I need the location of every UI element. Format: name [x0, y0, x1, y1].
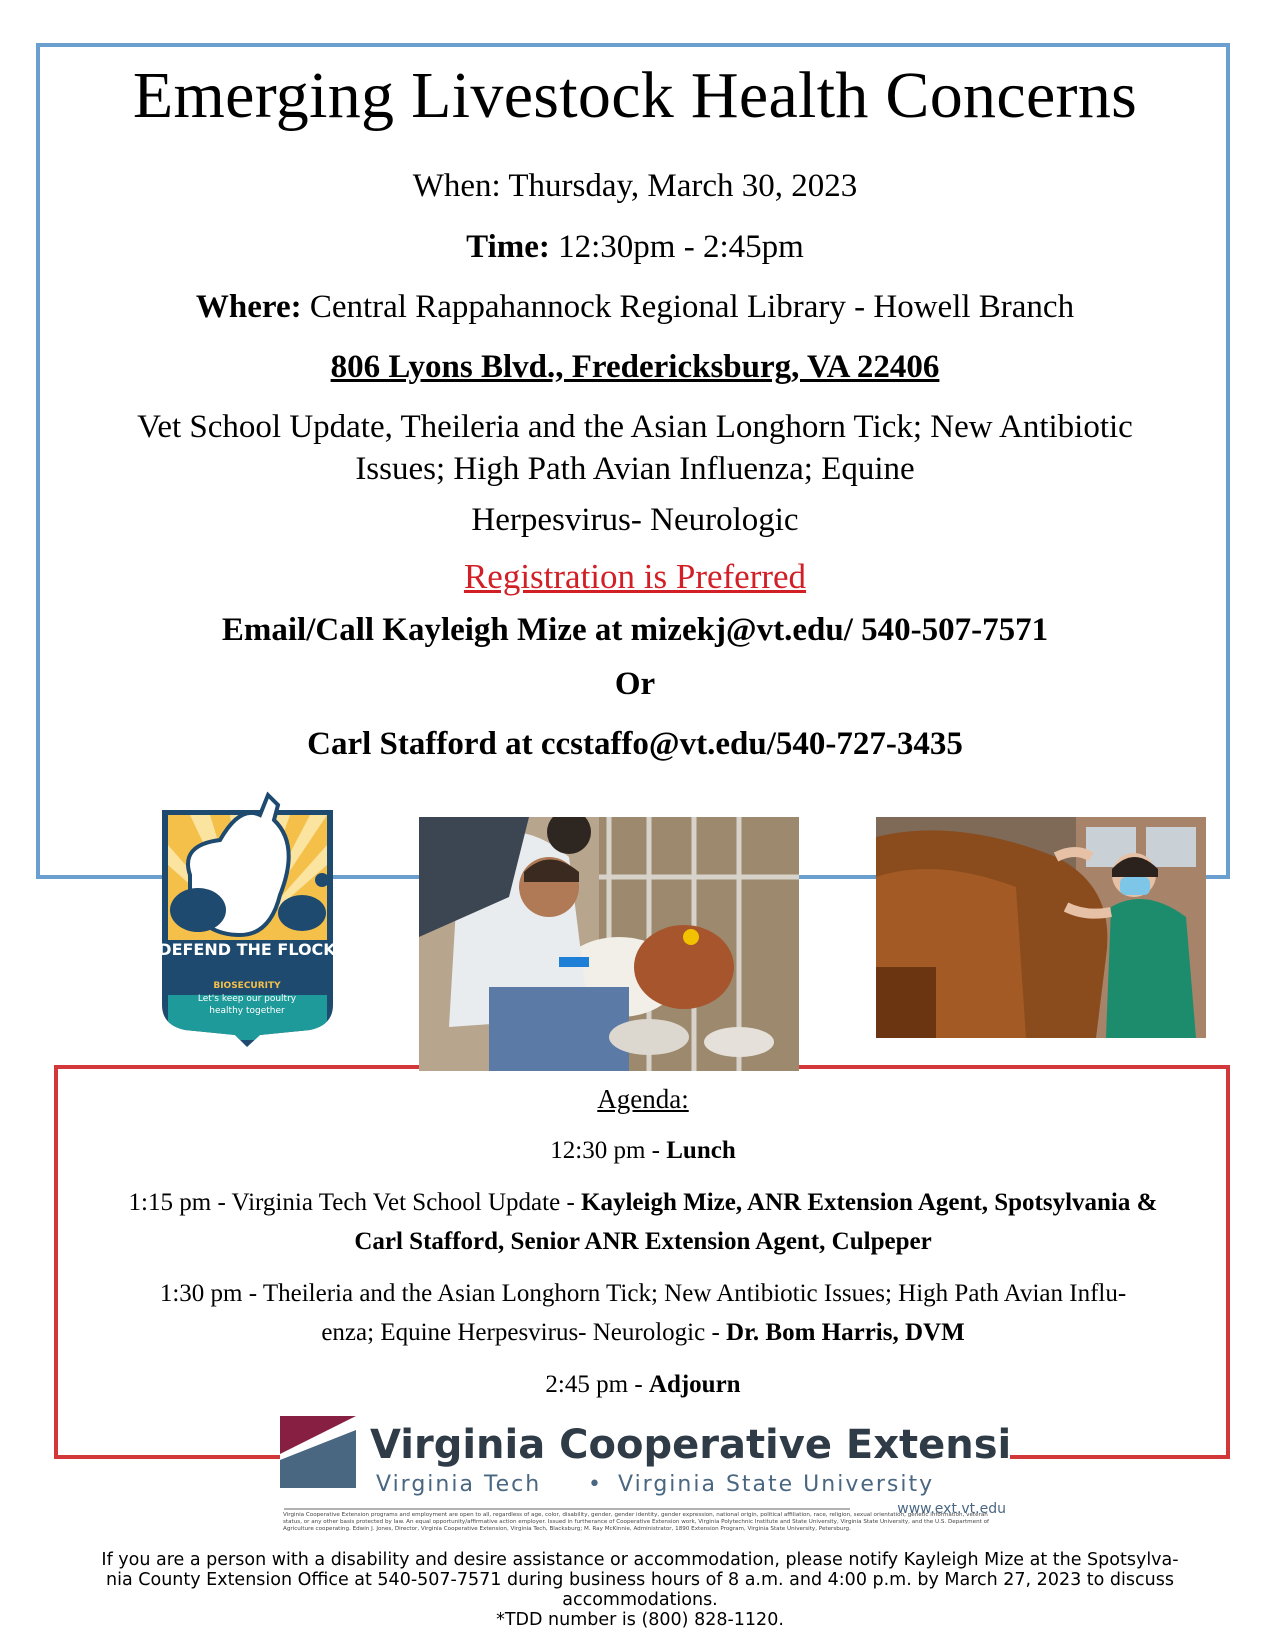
agenda-heading: Agenda:: [597, 1084, 689, 1114]
when-label: When: [412, 168, 492, 204]
address: 806 Lyons Blvd., Fredericksburg, VA 22406: [330, 349, 940, 385]
when-line: When: Thursday, March 30, 2023: [412, 168, 858, 204]
tdd-number: *TDD number is (800) 828-1120.: [496, 1610, 784, 1630]
vet-examining-horse-photo: [876, 817, 1206, 1038]
nondiscrimination-statement: Virginia Cooperative Extension programs and employment are open to all, regardless of age, color, disability, gender, gender identity, gender expression, national origin, political affiliation, race, religion, sexual orientation, genetic information, veteran status, or any other basis protected by law. An equal opportunity/affirmative action employer. Issued in furtherance of Cooperative Extension work, Virginia Polytechnic Institute and State University, Virginia State University, and the U.S. Department of Agriculture cooperating. Edwin J. Jones, Director, Virginia Cooperative Extension, Virginia Tech, Blacksburg; M. Ray McKinnie, Administrator, 1890 Extension Program, Virginia State University, Petersburg.: [283, 1512, 989, 1532]
where-label: Where:: [195, 289, 302, 325]
agenda-item-lunch: [58, 1137, 1228, 1165]
time-label: Time:: [466, 229, 550, 265]
agenda-item-topics-line-1: 1:30 pm - Theileria and the Asian Longhorn Tick; New Antibiotic Issues; High Path Avian Influ-: [159, 1280, 1127, 1307]
vet-examining-calf-photo: [419, 817, 799, 1071]
agenda-border-box: [54, 1065, 1230, 1459]
agenda-item-lunch-time: 12:30 pm -: [550, 1137, 667, 1164]
disability-notice: [50, 1550, 1230, 1630]
flock-logo-name: DEFEND THE FLOCK: [158, 940, 336, 959]
vce-logo-vsu: Virginia State University: [618, 1472, 935, 1497]
topics-line-3: Herpesvirus- Neurologic: [471, 502, 799, 538]
vce-logo-virginia-tech: Virginia Tech: [376, 1472, 542, 1497]
when-value: Thursday, March 30, 2023: [508, 168, 858, 204]
contact-kayleigh: Email/Call Kayleigh Mize at mizekj@vt.edu/ 540-507-7571: [221, 612, 1049, 648]
contact-or: Or: [614, 666, 656, 702]
flock-logo-tagline-2: healthy together: [209, 1006, 285, 1016]
contact-carl: Carl Stafford at ccstaffo@vt.edu/540-727-3435: [307, 726, 963, 762]
registration-notice: Registration is Preferred: [463, 557, 807, 596]
agenda-item-vet-update: [58, 1189, 1228, 1217]
agenda-item-topics-line-2: [58, 1319, 1228, 1347]
topics-line-2: Issues; High Path Avian Influenza; Equine: [355, 451, 915, 487]
vce-logo-name: Virginia Cooperative Extension: [370, 1422, 1010, 1468]
flock-logo-biosecurity: BIOSECURITY: [213, 981, 281, 991]
time-value: 12:30pm - 2:45pm: [558, 229, 804, 265]
agenda-item-topics-speaker: Dr. Bom Harris, DVM: [726, 1319, 965, 1346]
agenda-item-adjourn: [58, 1371, 1228, 1399]
where-value: Central Rappahannock Regional Library - Howell Branch: [309, 289, 1075, 325]
disability-notice-line-1: If you are a person with a disability and desire assistance or accommodation, please notify Kayleigh Mize at the Spotsylva-: [101, 1550, 1179, 1570]
where-line: [40, 289, 1230, 326]
agenda-item-adjourn-title: Adjourn: [648, 1371, 741, 1398]
defend-the-flock-logo: [150, 785, 345, 1055]
agenda-item-vet-update-time: 1:15 pm - Virginia Tech Vet School Update -: [128, 1189, 582, 1216]
flock-logo-tagline-1: Let's keep our poultry: [197, 994, 297, 1004]
agenda-item-vet-update-speaker-a: Kayleigh Mize, ANR Extension Agent, Spotsylvania &: [581, 1189, 1158, 1216]
vce-logo-bullet: •: [588, 1472, 601, 1497]
agenda-item-vet-update-speaker-b: Carl Stafford, Senior ANR Extension Agent, Culpeper: [354, 1228, 932, 1255]
agenda-item-adjourn-time: 2:45 pm -: [545, 1371, 649, 1398]
agenda-item-topics-text: enza; Equine Herpesvirus- Neurologic -: [321, 1319, 727, 1346]
disability-notice-line-2: nia County Extension Office at 540-507-7571 during business hours of 8 a.m. and 4:00 p.m. by March 27, 2023 to discuss: [106, 1570, 1174, 1590]
disability-notice-line-3: accommodations.: [562, 1590, 718, 1610]
topics-line-1: Vet School Update, Theileria and the Asian Longhorn Tick; New Antibiotic: [137, 409, 1133, 445]
page-title: Emerging Livestock Health Concerns: [132, 59, 1138, 132]
time-line: [40, 229, 1230, 266]
agenda-item-lunch-title: Lunch: [666, 1137, 736, 1164]
vce-logo: [280, 1416, 1010, 1516]
vce-logo-url: www.ext.vt.edu: [897, 1501, 1006, 1516]
